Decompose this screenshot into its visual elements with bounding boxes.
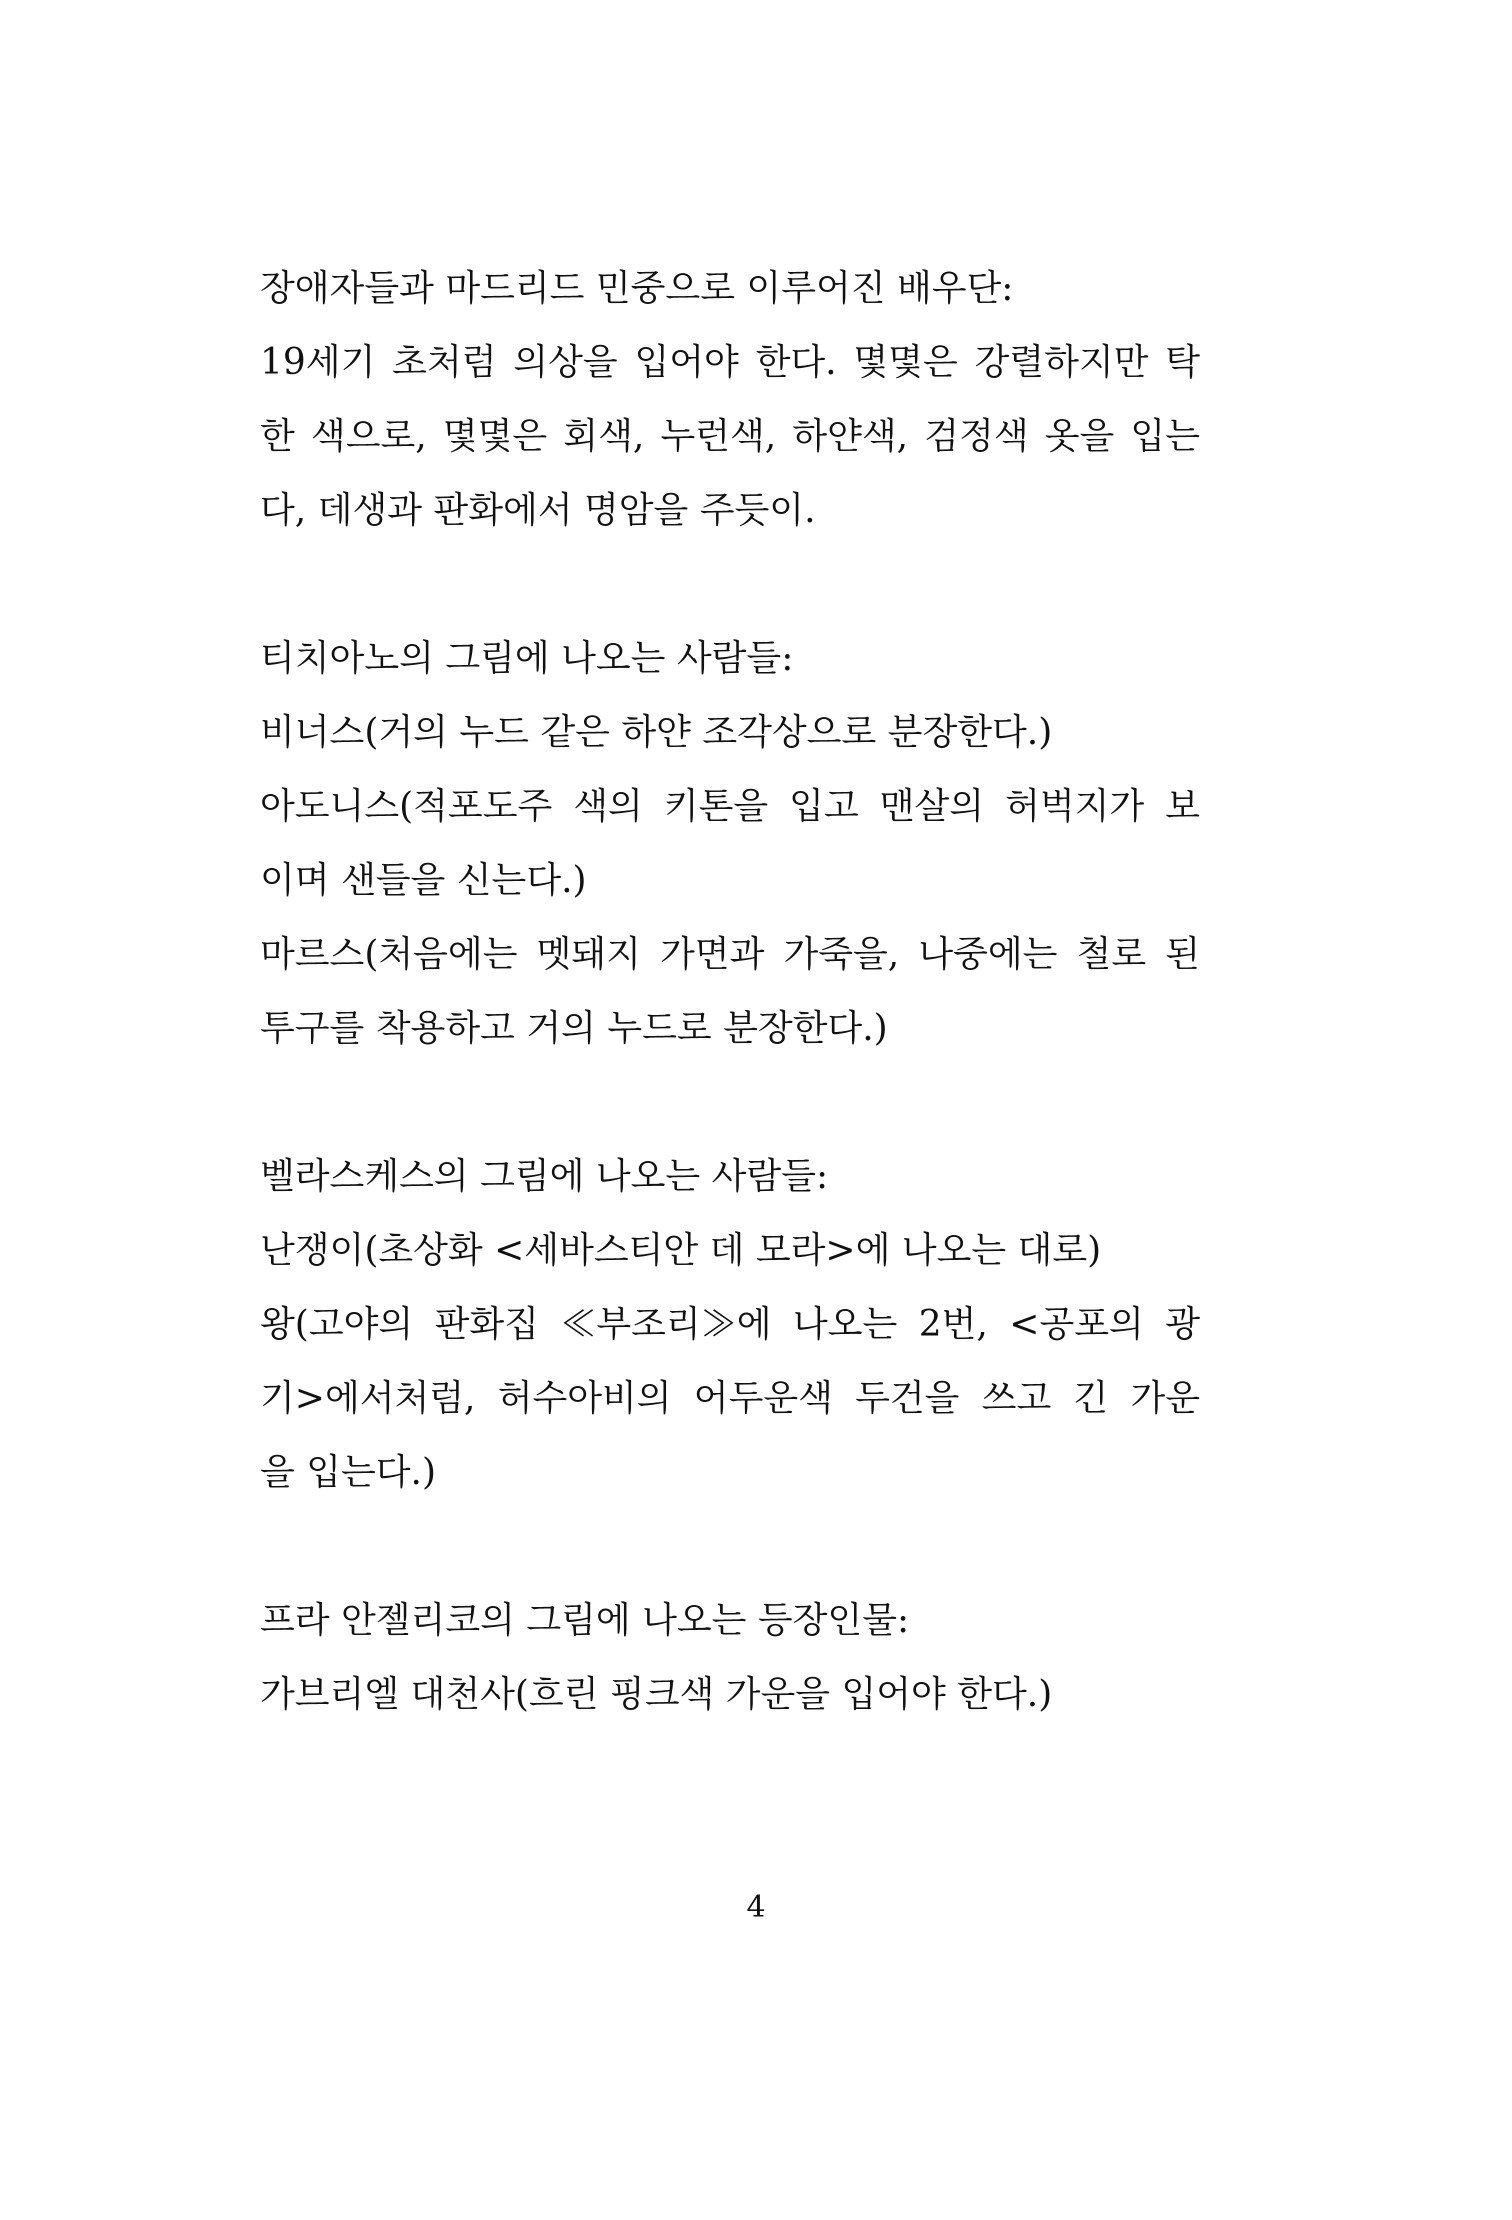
text-line: 기>에서처럼, 허수아비의 어두운색 두건을 쓰고 긴 가운 [260, 1378, 1200, 1419]
text-line: 난쟁이(초상화 <세바스티안 데 모라>에 나오는 대로) [260, 1230, 1102, 1271]
cast-section-fra-angelico [260, 1584, 1200, 1732]
text-line: 왕(고야의 판화집 ≪부조리≫에 나오는 2번, <공포의 광 [260, 1304, 1200, 1345]
cast-section-titian [260, 622, 1200, 1066]
text-line: 투구를 착용하고 거의 누드로 분장한다.) [260, 1008, 888, 1049]
text-line: 비너스(거의 누드 같은 하얀 조각상으로 분장한다.) [260, 712, 1053, 753]
section-heading: 티치아노의 그림에 나오는 사람들: [260, 638, 794, 679]
page-body [260, 252, 1200, 1732]
text-line: 아도니스(적포도주 색의 키톤을 입고 맨살의 허벅지가 보 [260, 786, 1200, 827]
section-heading: 벨라스케스의 그림에 나오는 사람들: [260, 1156, 829, 1197]
cast-section-velazquez [260, 1140, 1200, 1510]
text-line: 한 색으로, 몇몇은 회색, 누런색, 하얀색, 검정색 옷을 입는 [260, 416, 1200, 457]
text-line: 가브리엘 대천사(흐린 핑크색 가운을 입어야 한다.) [260, 1674, 1053, 1715]
text-line: 이며 샌들을 신는다.) [260, 860, 587, 901]
text-line: 19세기 초처럼 의상을 입어야 한다. 몇몇은 강렬하지만 탁 [260, 342, 1200, 383]
text-line: 을 입는다.) [260, 1452, 437, 1493]
text-line: 다, 데생과 판화에서 명암을 주듯이. [260, 490, 816, 531]
page-number: 4 [746, 1890, 766, 1925]
section-heading: 장애자들과 마드리드 민중으로 이루어진 배우단: [260, 268, 1014, 309]
section-heading: 프라 안젤리코의 그림에 나오는 등장인물: [260, 1600, 910, 1641]
text-line: 마르스(처음에는 멧돼지 가면과 가죽을, 나중에는 철로 된 [260, 934, 1200, 975]
cast-section-disabled-madrid [260, 252, 1200, 548]
